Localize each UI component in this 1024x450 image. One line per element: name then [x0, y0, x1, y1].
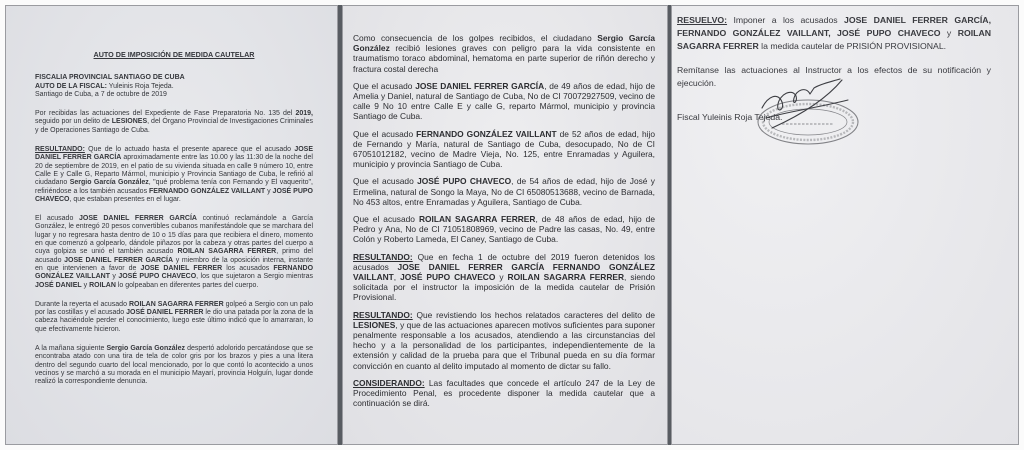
emphasis-text: ROILAN SAGARRA FERRER: [128, 300, 224, 308]
emphasis-text: FERNANDO GONZÁLEZ VAILLANT: [149, 187, 266, 195]
emphasis-text: ROILAN SAGARRA FERRER: [177, 248, 277, 256]
text-run: Que el acusado: [353, 128, 417, 139]
paragraph: [35, 345, 313, 386]
text-run: despertó adolorido percatándose que se encontraba atado con una tira de tela de color gris por los brazos y pies a una litera dentro del segundo cuarto del local mencionado, por lo que contó lo acontecido a unos vecinos y se marchó a su morada en el municipio Mayarí, provincia Holguín, lugar donde realizó la correspondiente denuncia.: [35, 345, 314, 386]
section-label: CONSIDERANDO:: [353, 377, 425, 388]
emphasis-text: JOSE DANIEL FERRER GARCÍA FERNANDO GONZÁLEZ VAILLANT: [353, 261, 656, 283]
paragraph: [677, 14, 991, 52]
office-name: FISCALIA PROVINCIAL SANTIAGO DE CUBA: [35, 74, 185, 82]
text-run: los acusados: [222, 264, 274, 272]
page-3: [671, 5, 1019, 445]
text-run: , del Órgano Provincial de Investigaciones Criminales y de Operaciones Santiago de Cuba.: [35, 118, 313, 134]
text-run: seguido por un delito de: [35, 118, 112, 126]
text-run: Las facultades que concede el artículo 247 de la Ley de Procedimiento Penal, es procedente disponer la medida cautelar que a continuación se dirá.: [353, 377, 655, 409]
emphasis-text: Sergio García González: [106, 345, 185, 353]
official-stamp: [750, 74, 870, 154]
text-run: aproximadamente entre las 10.00 y las 11:30 de la noche del 20 de septiembre de 2019, en el patio de su vivienda situada en calle 9 número 10, entre Calle E y Calle G, Reparto Mármol, municipio y Provincia Santiago de Cuba, le refirió al ciudadano: [35, 154, 313, 187]
paragraph: [353, 129, 655, 170]
page-1-body: [35, 110, 313, 386]
text-run: y: [81, 281, 90, 289]
emphasis-text: Sergio García González: [353, 33, 655, 54]
text-run: Que el acusado: [353, 80, 416, 91]
paragraph: [353, 378, 655, 409]
text-run: recibió lesiones graves con peligro para la vida consistente en traumatismo toraco abdominal, hematoma en parte superior de riñón derecho y fractura costal derecha: [353, 43, 655, 74]
emphasis-text: Sergio García González: [69, 179, 149, 187]
text-run: Que el acusado: [353, 176, 418, 187]
text-run: , primo del acusado: [35, 248, 313, 264]
paragraph: [35, 110, 313, 135]
text-run: la medida cautelar de PRISIÓN PROVISIONAL.: [758, 40, 947, 51]
section-label: RESULTANDO:: [353, 251, 413, 262]
text-run: y: [495, 272, 508, 283]
emphasis-text: JOSÉ PUPO CHAVECO: [35, 187, 314, 203]
section-label: RESULTANDO:: [353, 309, 413, 320]
text-run: Que en fecha 1 de octubre del 2019 fueron detenidos los acusados: [353, 251, 655, 272]
text-run: ,: [393, 272, 401, 283]
emphasis-text: JOSE DANIEL FERRER GARCÍA: [79, 215, 197, 223]
paragraph: [353, 214, 655, 245]
text-run: A la mañana siguiente: [35, 345, 107, 353]
paragraph: [35, 215, 313, 290]
emphasis-text: JOSE DANIEL FERRER GARCÍA: [35, 146, 313, 162]
page-1-text: [35, 51, 313, 387]
text-run: de 52 años de edad, hijo de Fernando y María, natural de Santiago de Cuba, desocupado, No de CI 67051012182, vecino de Madre Vieja, No. 125, entre Enramadas y Aguilera, municipio y provincia Santiago de Cuba.: [353, 128, 655, 170]
emphasis-text: 2019,: [295, 110, 313, 118]
emphasis-text: JOSÉ DANIEL: [35, 281, 82, 289]
emphasis-text: ROILAN SAGARRA FERRER: [677, 27, 992, 51]
text-run: y miembro de la oposición interna, instante en que intervienen a favor de: [35, 256, 313, 272]
text-run: , de 54 años de edad, hijo de José y Ermelina, natural de Songo la Maya, No de CI 65080513688, vecino de Barnada, No 453 altos, entre Enramadas y Aguilera, Santiago de Cuba.: [353, 176, 655, 207]
emphasis-text: JOSE DANIEL FERRER: [140, 264, 223, 272]
text-run: , de 49 años de edad, hijo de Amelia y Daniel, natural de Santiago de Cuba, No de CI 70072927509, vecino de calle 9 No 10 entre Calle E y calle G, reparto Mármol, municipio y provincia Santiago de Cuba.: [353, 80, 655, 122]
text-run: y: [940, 27, 958, 38]
text-run: golpeó a Sergio con un palo por las costillas y el acusado: [35, 300, 313, 317]
text-run: , siendo solicitada por el instructor la imposición de la medida cautelar de Prisión Provisional.: [353, 272, 656, 303]
emphasis-text: JOSE DANIEL FERRER GARCÍA: [415, 80, 545, 91]
text-run: Que de lo actuado hasta el presente aparece que el acusado: [84, 146, 295, 154]
text-run: Remítanse las actuaciones al Instructor a los efectos de su notificación y ejecución.: [677, 65, 991, 89]
paragraph: [353, 310, 655, 371]
fiscal-line: [35, 83, 313, 91]
text-run: , "qué problema tenía con Fernando y El vaquerito", refiriéndose a los también acusados: [35, 179, 313, 195]
page-2: [342, 5, 668, 445]
emphasis-text: LESIONES: [111, 118, 148, 126]
text-run: , que estaban presentes en el lugar.: [69, 195, 181, 203]
paragraph: [353, 252, 655, 303]
text-run: Durante la reyerta el acusado: [35, 300, 129, 308]
paragraph: [35, 301, 313, 334]
document-title: AUTO DE IMPOSICIÓN DE MEDIDA CAUTELAR: [93, 50, 255, 59]
text-run: Que el acusado: [353, 214, 419, 225]
text-run: lo golpeaban en diferentes partes del cuerpo.: [115, 281, 259, 289]
text-run: y: [265, 187, 273, 195]
text-run: continuó reclamándole a García González, le entregó 20 pesos convertibles cubanos manifestándole que se marchara del lugar y no regresara hasta dentro de 10 o 15 días para que recibiera el dinero, momento en que comenzó a golpearlo, dándole piñazos por la cabeza y otras partes del cuerpo a cuya golpiza se unió el también acusado: [35, 215, 313, 256]
text-run: , de 48 años de edad, hijo de Pedro y Ana, No de CI 71051808969, vecino de Padre las casas, No. 49, entre Colón y Roberto Lameda, El Caney, Santiago de Cuba.: [353, 214, 655, 245]
stamp-outer-ring: [758, 100, 858, 144]
text-run: Imponer a los acusados: [727, 15, 845, 25]
emphasis-text: ROILAN SAGARRA FERRER: [507, 272, 625, 283]
paragraph: [353, 81, 655, 122]
paragraph: [353, 176, 655, 207]
page-2-body: [353, 33, 655, 409]
page-1: [5, 5, 338, 445]
text-run: Como consecuencia de los golpes recibidos, el ciudadano: [353, 33, 598, 43]
text-run: Por recibidas las actuaciones del Expediente de Fase Preparatoria No. 135 del: [35, 110, 296, 118]
stamp-inner-ring: [769, 109, 847, 135]
fiscal-label: AUTO DE LA FISCAL:: [35, 82, 107, 90]
emphasis-text: JOSE DANIEL FERRER GARCÍA, FERNANDO GONZÁLEZ VAILLANT, JOSÉ PUPO CHAVECO: [677, 15, 991, 38]
emphasis-text: JOSÉ DANIEL FERRER: [126, 309, 204, 317]
text-run: El acusado: [35, 215, 79, 223]
section-label: RESULTANDO:: [35, 146, 85, 154]
text-run: Que revistiendo los hechos relatados caracteres del delito de: [412, 309, 655, 320]
emphasis-text: ROILAN SAGARRA FERRER: [418, 214, 536, 225]
section-label: RESUELVO:: [677, 15, 728, 25]
document-header: [35, 74, 313, 99]
emphasis-text: FERNANDO GONZÁLEZ VAILLANT: [416, 128, 557, 139]
emphasis-text: ROILAN: [89, 281, 116, 289]
emphasis-text: FERNANDO GONZÁLEZ VAILLANT: [35, 264, 314, 281]
text-run: le dio una patada por la zona de la cabeza haciéndole perder el conocimiento, luego este último indicó que lo amarraran, lo que efectivamente hicieron.: [35, 309, 313, 333]
emphasis-text: JOSÉ PUPO CHAVECO: [400, 272, 496, 283]
place-date: Santiago de Cuba, a 7 de octubre de 2019: [35, 90, 167, 98]
paragraph: [353, 33, 655, 74]
paragraph: [35, 146, 313, 204]
emphasis-text: JOSÉ PUPO CHAVECO: [118, 273, 197, 281]
text-run: , los que sujetaron a Sergio mientras: [196, 273, 313, 281]
text-run: y: [110, 273, 119, 281]
emphasis-text: LESIONES: [353, 319, 396, 330]
emphasis-text: JOSE DANIEL FERRER GARCÍA: [64, 256, 174, 264]
signature-line: Fiscal Yuleinis Roja Tejeda.: [677, 111, 783, 122]
text-run: , y que de las actuaciones aparecen motivos suficientes para suponer penalmente responsable a los acusados, atendiendo a las circunstancias del hecho y a la personalidad de los participantes, independientemente de la extensión y calidad de la prueba para que el Tribunal pueda en su día formar convicción en cuanto al delito imputado al momento de dictar su fallo.: [353, 319, 655, 371]
emphasis-text: JOSÉ PUPO CHAVECO: [417, 176, 512, 187]
fiscal-name: Yuleinis Roja Tejeda.: [108, 82, 174, 90]
